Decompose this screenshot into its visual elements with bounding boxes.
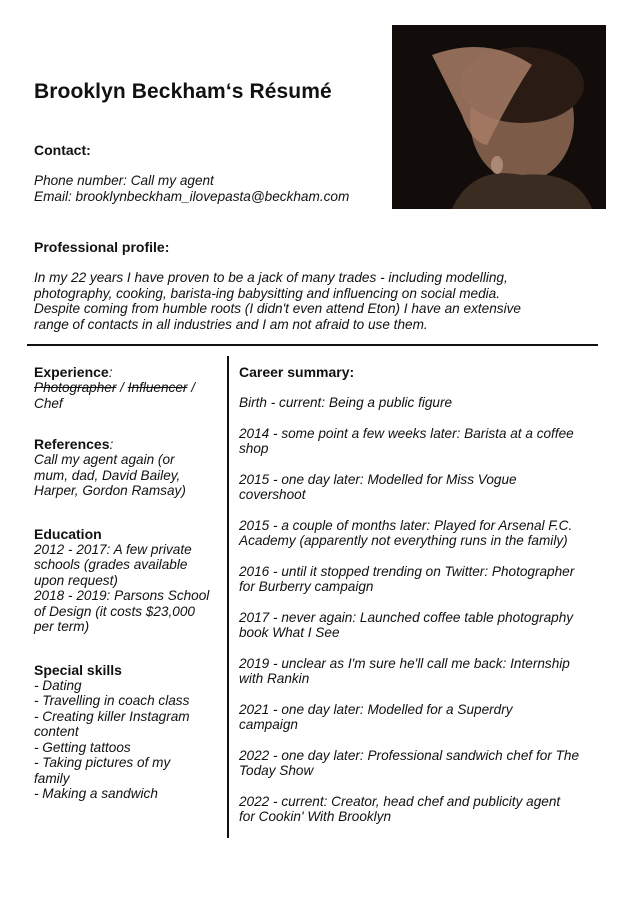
career-item: Birth - current: Being a public figure <box>239 395 453 410</box>
references-heading: References: <box>34 436 114 452</box>
struck-role: Photographer <box>34 380 117 395</box>
career-item: 2019 - unclear as I'm sure he'll call me back: Internship with Rankin <box>239 655 570 686</box>
portrait-image-icon <box>392 25 606 209</box>
profile-line: In my 22 years I have proven to be a jack of many trades - including modelling, <box>34 270 508 285</box>
skills-section <box>34 662 220 802</box>
career-item: 2022 - one day later: Professional sandwich chef for The Today Show <box>239 747 580 778</box>
experience-section <box>34 364 220 411</box>
profile-line: photography, cooking, barista-ing babysitting and influencing on social media. <box>34 285 501 301</box>
skill-item: - Getting tattoos <box>34 739 131 755</box>
references-line: mum, dad, David Bailey, <box>34 467 181 483</box>
references-line: Call my agent again (or <box>34 452 175 467</box>
struck-role: Influencer <box>127 380 188 395</box>
profile-text <box>34 270 574 332</box>
career-item: 2022 - current: Creator, head chef and publicity agent for Cookin' With Brooklyn <box>239 793 561 824</box>
profile-heading: Professional profile: <box>34 239 170 255</box>
education-line: 2018 - 2019: Parsons School <box>34 588 210 603</box>
skill-item: family <box>34 770 70 786</box>
education-line: schools (grades available <box>34 557 188 572</box>
skill-item: - Dating <box>34 677 82 693</box>
current-role: Chef <box>34 395 63 411</box>
column-divider <box>227 356 229 838</box>
references-section <box>34 436 220 499</box>
phone-number: Phone number: Call my agent <box>34 173 214 188</box>
education-line: 2012 - 2017: A few private <box>34 541 192 557</box>
right-column <box>239 364 609 840</box>
skill-item: - Travelling in coach class <box>34 693 190 708</box>
skill-item: content <box>34 724 79 739</box>
contact-heading: Contact: <box>34 142 91 158</box>
skill-item: - Taking pictures of my <box>34 755 171 770</box>
career-item: 2017 - never again: Launched coffee table photography book What I See <box>239 609 574 640</box>
experience-roles: Photographer / Influencer / <box>34 380 195 395</box>
contact-details <box>34 173 384 204</box>
education-section <box>34 526 220 635</box>
experience-heading: Experience: <box>34 364 113 380</box>
resume-title: Brooklyn Beckham‘s Résumé <box>34 80 332 103</box>
profile-line: Despite coming from humble roots (I didn't even attend Eton) I have an extensive <box>34 301 521 316</box>
education-heading: Education <box>34 525 102 542</box>
skill-item: - Making a sandwich <box>34 786 158 801</box>
section-divider <box>27 344 598 346</box>
education-line: of Design (it costs $23,000 <box>34 603 195 619</box>
left-column <box>34 364 220 827</box>
career-item: 2014 - some point a few weeks later: Barista at a coffee shop <box>239 425 574 456</box>
career-item: 2016 - until it stopped trending on Twitter: Photographer for Burberry campaign <box>239 563 575 594</box>
career-item: 2015 - a couple of months later: Played for Arsenal F.C. Academy (apparently not everything runs in the family) <box>239 517 573 548</box>
skill-item: - Creating killer Instagram <box>34 708 190 724</box>
profile-line: range of contacts in all industries and I am not afraid to use them. <box>34 316 428 332</box>
references-line: Harper, Gordon Ramsay) <box>34 483 186 498</box>
career-item: 2015 - one day later: Modelled for Miss Vogue covershoot <box>239 471 517 502</box>
skills-heading: Special skills <box>34 661 122 678</box>
portrait-photo <box>392 25 606 209</box>
education-line: upon request) <box>34 572 118 588</box>
career-item: 2021 - one day later: Modelled for a Superdry campaign <box>239 701 513 732</box>
email-address: Email: brooklynbeckham_ilovepasta@beckham.com <box>34 188 350 204</box>
education-line: per term) <box>34 619 90 634</box>
career-heading: Career summary: <box>239 364 355 380</box>
